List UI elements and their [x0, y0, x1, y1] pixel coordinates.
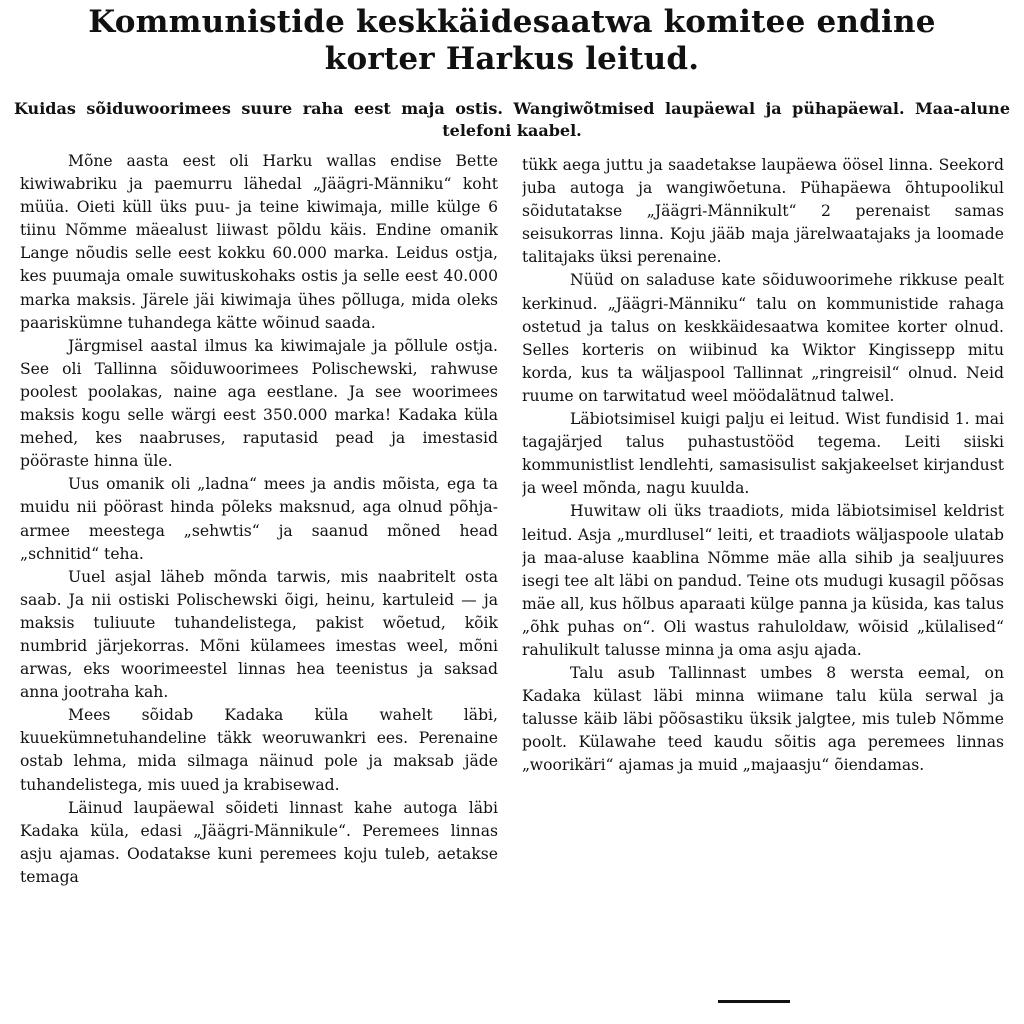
- paragraph: Läinud laupäewal sõideti linnast kahe autoga läbi Kadaka küla, edasi „Jäägri-Männikule“. Peremees linnas asju ajamas. Oodatakse kuni peremees koju tuleb, aetakse temaga: [20, 798, 498, 886]
- paragraph: Talu asub Tallinnast umbes 8 wersta eemal, on Kadaka külast läbi minna wiimane talu küla serwal ja talusse käib läbi põõsastiku üksik jalgtee, mis tuleb Nõmme poolt. Külawahe teed kaudu sõitis aga peremees linnas „woorikäri“ ajamas ja muid „majaasju“ õiendamas.: [522, 664, 1004, 775]
- paragraph: Uuel asjal läheb mõnda tarwis, mis naabritelt osta saab. Ja nii ostiski Polischewski õigi, heinu, kartuleid — ja maksis tuliuute tuhandelistega, pakist wõetud, kõik numbrid järjekorras. Mõni külamees imestas weel, mõni arwas, eks woorimeestel linnas hea teenistus ja saksad anna jootraha kah.: [20, 567, 498, 702]
- end-rule: [718, 1000, 790, 1003]
- headline-line-2: korter Harkus leitud.: [324, 41, 700, 77]
- paragraph: Mõne aasta eest oli Harku wallas endise Bette kiwiwabriku ja paemurru lähedal „Jäägri-Männiku“ koht müüa. Oieti küll üks puu- ja teine kiwimaja, mille külge 6 tiinu Nõmme mäealust liiwast põldu käis. Endine omanik Lange nõudis selle eest kokku 60.000 marka. Leidus ostja, kes puumaja omale suwituskohaks ostis ja selle eest 40.000 marka maksis. Järele jäi kiwimaja ühes põlluga, mida oleks paariskümne tuhandega kätte wõinud saada.: [20, 152, 498, 332]
- paragraph: Mees sõidab Kadaka küla wahelt läbi, kuuekümnetuhandeline täkk weoruwankri ees. Perenaine ostab lehma, mida silmaga näinud pole ja maksab jäde tuhandelistega, mis uued ja krabisewad.: [20, 706, 498, 794]
- paragraph: Järgmisel aastal ilmus ka kiwimajale ja põllule ostja. See oli Tallinna sõiduwoorimees Polischewski, rahwuse poolest poolakas, naine aga eestlane. Ja see woorimees maksis kogu selle wärgi eest 350.000 marka! Kadaka küla mehed, kes naabruses, raputasid pead ja imestasid pööraste hinna üle.: [20, 336, 498, 471]
- headline: [0, 4, 1024, 78]
- subheadline: Kuidas sõiduwoorimees suure raha eest maja ostis. Wangiwõtmised laupäewal ja pühapäewal. Maa-alune telefoni kaabel.: [14, 99, 1010, 140]
- paragraph: Huwitaw oli üks traadiots, mida läbiotsimisel keldrist leitud. Asja „murdlusel“ leiti, et traadiots wäljaspoole ulatab ja maa-aluse kaablina Nõmme mäe alla sihib ja sealjuures isegi tee alt läbi on pandud. Teine ots mudugi kusagil põõsas mäe all, kus hõlbus aparaati külge panna ja küsida, kas talus „õhk puhas on“. Oli wastus rahuloldaw, wõisid „külalised“ rahulikult talusse minna ja oma asju ajada.: [522, 502, 1004, 659]
- paragraph: Uus omanik oli „ladna“ mees ja andis mõista, ega ta muidu nii pöörast hinda põleks maksnud, aga olnud põhja-armee meestega „sehwtis“ ja saanud mõned head „schnitid“ teha.: [20, 475, 498, 563]
- right-column: [522, 154, 1004, 1014]
- paragraph-continued: tükk aega juttu ja saadetakse laupäewa öösel linna. Seekord juba autoga ja wangiwõetuna. Pühapäewa õhtupoolikul sõidutatakse „Jäägri-Männikult“ 2 perenaist samas seisukorras linna. Koju jääb maja järelwaatajaks ja loomade talitajaks üksi perenaine.: [522, 156, 1004, 267]
- paragraph: Läbiotsimisel kuigi palju ei leitud. Wist fundisid 1. mai tagajärjed talus puhastustööd tegema. Leiti siiski kommunistlist lendlehti, samasisulist sakjakeelset kirjandust ja weel mõnda, nagu kuulda.: [522, 410, 1004, 498]
- headline-line-1: Kommunistide keskkäidesaatwa komitee endine: [88, 4, 936, 40]
- paragraph: Nüüd on saladuse kate sõiduwoorimehe rikkuse pealt kerkinud. „Jäägri-Männiku“ talu on kommunistide rahaga ostetud ja talus on keskkäidesaatwa komitee korter olnud. Selles korteris on wiibinud ka Wiktor Kingissepp mitu korda, kus ta wäljaspool Tallinnat „ringreisil“ olnud. Neid ruume on tarwitatud weel möödalätnud talwel.: [522, 271, 1004, 405]
- left-column: [20, 150, 498, 1010]
